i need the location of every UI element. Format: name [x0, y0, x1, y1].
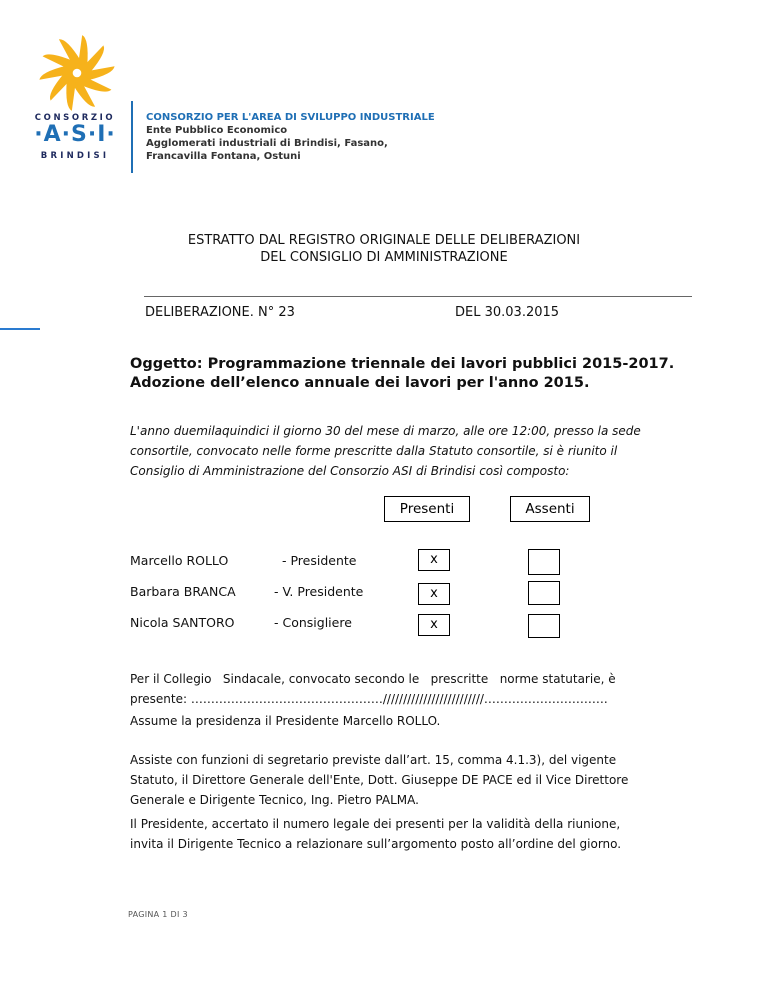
absent-header: Assenti — [510, 496, 590, 522]
margin-mark — [0, 328, 40, 330]
deliberation-date: DEL 30.03.2015 — [455, 305, 560, 320]
assiste-line2: Statuto, il Direttore Generale dell'Ente, Dott. Giuseppe DE PACE ed il Vice Direttore — [130, 773, 629, 787]
present-checkbox: x — [418, 549, 450, 571]
collegio-paragraph — [130, 669, 696, 709]
org-type: Ente Pubblico Economico — [146, 125, 288, 136]
logo-asi-text: ·A·S·I· — [34, 122, 116, 147]
page-number: PAGINA 1 DI 3 — [128, 910, 188, 919]
subject-line2: Adozione dell’elenco annuale dei lavori per l'anno 2015. — [130, 375, 590, 391]
member-role: - Presidente — [282, 553, 357, 568]
logo-brindisi-text: BRINDISI — [40, 151, 110, 161]
org-name: CONSORZIO PER L'AREA DI SVILUPPO INDUSTRIALE — [146, 112, 435, 123]
collegio-line2: presente: …………………………………………/////////////////////////…………………………. — [130, 692, 608, 706]
header-divider — [131, 101, 133, 173]
member-role: - V. Presidente — [274, 584, 364, 599]
presidente-line1: Il Presidente, accertato il numero legale dei presenti per la validità della riunione, — [130, 817, 621, 831]
absent-checkbox — [528, 581, 560, 605]
intro-line2: consortile, convocato nelle forme prescritte dalla Statuto consortile, si è riunito il — [130, 444, 618, 458]
member-name: Marcello ROLLO — [130, 553, 229, 568]
org-areas-line2: Francavilla Fontana, Ostuni — [146, 151, 301, 162]
intro-line1: L'anno duemilaquindici il giorno 30 del mese di marzo, alle ore 12:00, presso la sede — [130, 424, 641, 438]
org-areas-line1: Agglomerati industriali di Brindisi, Fasano, — [146, 138, 388, 149]
intro-line3: Consiglio di Amministrazione del Consorzio ASI di Brindisi così composto: — [130, 464, 570, 478]
present-header: Presenti — [384, 496, 470, 522]
member-name: Barbara BRANCA — [130, 584, 236, 599]
absent-checkbox — [528, 549, 560, 575]
assiste-line3: Generale e Dirigente Tecnico, Ing. Pietro PALMA. — [130, 793, 419, 807]
present-checkbox: x — [418, 614, 450, 636]
member-role: - Consigliere — [274, 615, 352, 630]
presidente-paragraph — [130, 814, 696, 854]
title-divider — [144, 296, 692, 297]
assiste-line1: Assiste con funzioni di segretario previste dall’art. 15, comma 4.1.3), del vigente — [130, 753, 617, 767]
presidente-line2: invita il Dirigente Tecnico a relazionare sull’argomento posto all’ordine del giorno. — [130, 837, 622, 851]
subject — [130, 355, 674, 393]
member-name: Nicola SANTORO — [130, 615, 235, 630]
assiste-paragraph — [130, 750, 696, 810]
logo-consorzio-text: CONSORZIO — [34, 113, 116, 123]
intro-paragraph — [130, 421, 696, 481]
subject-line1: Oggetto: Programmazione triennale dei lavori pubblici 2015-2017. — [130, 356, 675, 372]
absent-checkbox — [528, 614, 560, 638]
deliberation-number: DELIBERAZIONE. N° 23 — [145, 305, 295, 320]
presidenza-line: Assume la presidenza il Presidente Marcello ROLLO. — [130, 714, 441, 728]
collegio-line1: Per il Collegio Sindacale, convocato secondo le prescritte norme statutarie, è — [130, 672, 616, 686]
present-checkbox: x — [418, 583, 450, 605]
sun-logo-icon — [34, 30, 120, 116]
document-title-line1: ESTRATTO DAL REGISTRO ORIGINALE DELLE DELIBERAZIONI — [187, 233, 581, 248]
document-title-line2: DEL CONSIGLIO DI AMMINISTRAZIONE — [260, 250, 508, 265]
